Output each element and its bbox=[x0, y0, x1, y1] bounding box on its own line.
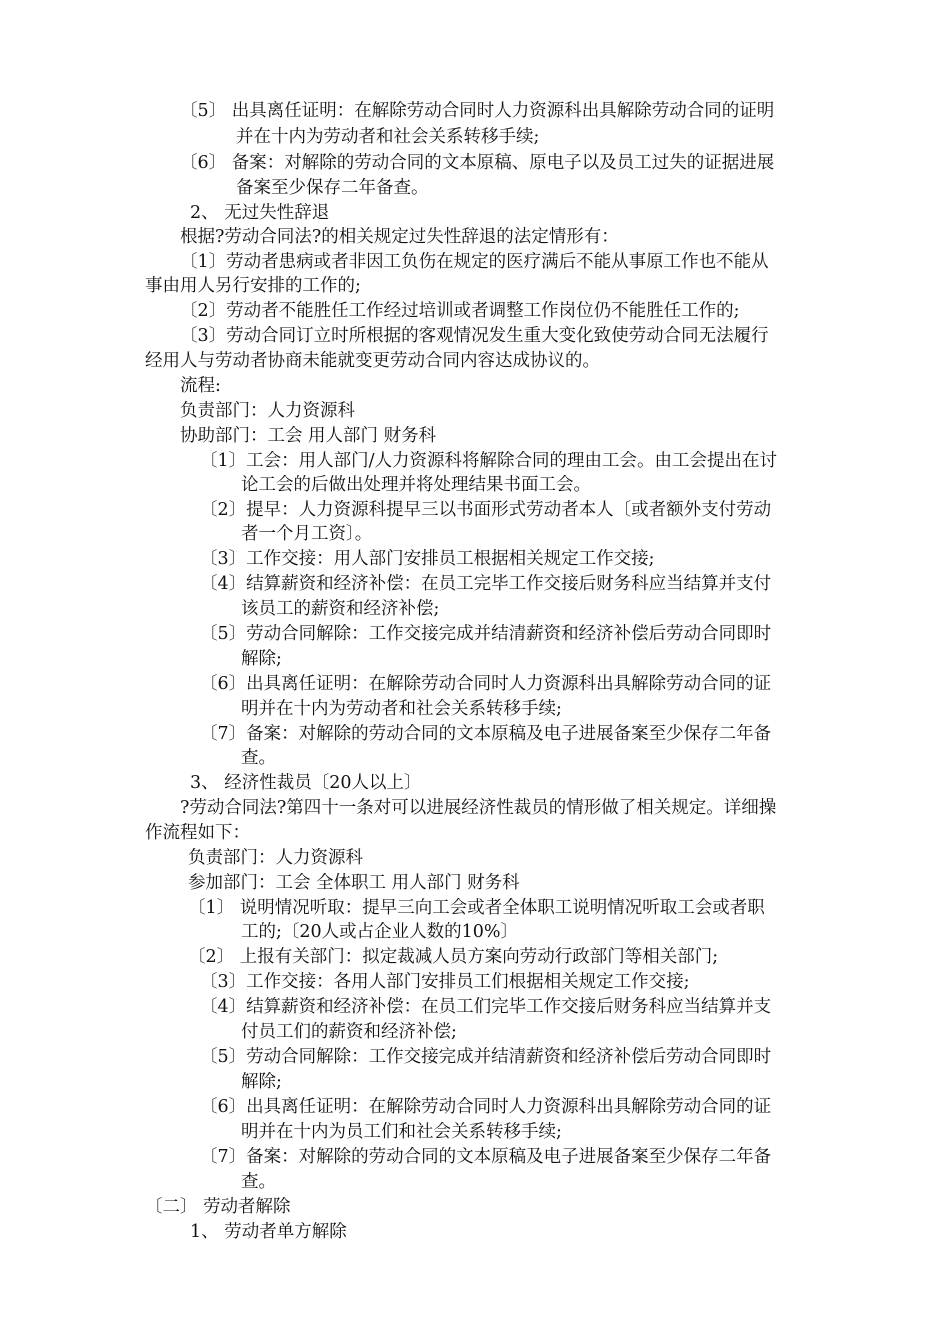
text-line: 〔7〕备案：对解除的劳动合同的文本原稿及电子进展备案至少保存二年备 bbox=[200, 724, 772, 744]
text-line: 作流程如下： bbox=[145, 823, 250, 843]
text-line: 〔2〕提早：人力资源科提早三以书面形式劳动者本人〔或者额外支付劳动 bbox=[200, 500, 772, 520]
text-line: 事由用人另行安排的工作的; bbox=[145, 276, 361, 296]
section-heading: 1、 劳动者单方解除 bbox=[190, 1222, 347, 1242]
text-line: 〔6〕出具离任证明：在解除劳动合同时人力资源科出具解除劳动合同的证 bbox=[200, 674, 772, 694]
text-line: 解除; bbox=[241, 1072, 282, 1092]
text-line: 协助部门：工会 用人部门 财务科 bbox=[180, 426, 437, 446]
text-line: 经用人与劳动者协商未能就变更劳动合同内容达成协议的。 bbox=[145, 351, 600, 371]
text-line: 并在十内为劳动者和社会关系转移手续; bbox=[236, 127, 540, 147]
section-heading: 〔二〕 劳动者解除 bbox=[145, 1197, 291, 1217]
text-line: 〔5〕劳动合同解除：工作交接完成并结清薪资和经济补偿后劳动合同即时 bbox=[200, 1047, 772, 1067]
text-line: 备案至少保存二年备查。 bbox=[236, 178, 429, 198]
text-line: 〔5〕劳动合同解除：工作交接完成并结清薪资和经济补偿后劳动合同即时 bbox=[200, 624, 772, 644]
text-line: 工的;〔20人或占企业人数的10%〕 bbox=[241, 922, 519, 942]
text-line: 〔1〕 说明情况听取：提早三向工会或者全体职工说明情况听取工会或者职 bbox=[188, 898, 765, 918]
text-line: 〔6〕出具离任证明：在解除劳动合同时人力资源科出具解除劳动合同的证 bbox=[200, 1097, 772, 1117]
text-line: 〔4〕结算薪资和经济补偿：在员工们完毕工作交接后财务科应当结算并支 bbox=[200, 997, 772, 1017]
text-line: 〔2〕劳动者不能胜任工作经过培训或者调整工作岗位仍不能胜任工作的; bbox=[180, 301, 740, 321]
text-line: 〔6〕 备案：对解除的劳动合同的文本原稿、原电子以及员工过失的证据进展 bbox=[180, 153, 775, 173]
text-line: 查。 bbox=[241, 748, 276, 768]
text-line: 负责部门：人力资源科 bbox=[180, 401, 355, 421]
section-heading: 2、 无过失性辞退 bbox=[190, 203, 330, 223]
text-line: 〔3〕工作交接：各用人部门安排员工们根据相关规定工作交接; bbox=[200, 972, 690, 992]
text-line: 参加部门：工会 全体职工 用人部门 财务科 bbox=[188, 873, 520, 893]
text-line: 〔1〕工会：用人部门/人力资源科将解除合同的理由工会。由工会提出在讨 bbox=[200, 451, 778, 471]
text-line: 〔1〕劳动者患病或者非因工负伤在规定的医疗满后不能从事原工作也不能从 bbox=[180, 252, 769, 272]
text-line: 流程: bbox=[180, 376, 221, 396]
section-heading: 3、 经济性裁员〔20人以上〕 bbox=[190, 773, 422, 793]
text-line: 〔2〕 上报有关部门：拟定裁减人员方案向劳动行政部门等相关部门; bbox=[188, 947, 719, 967]
text-line: 解除; bbox=[241, 649, 282, 669]
text-line: 〔3〕劳动合同订立时所根据的客观情况发生重大变化致使劳动合同无法履行 bbox=[180, 326, 769, 346]
text-line: 该员工的薪资和经济补偿; bbox=[241, 599, 440, 619]
text-line: 负责部门：人力资源科 bbox=[188, 848, 363, 868]
text-line: 付员工们的薪资和经济补偿; bbox=[241, 1022, 457, 1042]
text-line: ?劳动合同法?第四十一条对可以进展经济性裁员的情形做了相关规定。详细操 bbox=[180, 798, 777, 818]
text-line: 明并在十内为员工们和社会关系转移手续; bbox=[241, 1122, 562, 1142]
text-line: 〔3〕工作交接：用人部门安排员工根据相关规定工作交接; bbox=[200, 549, 655, 569]
text-line: 〔5〕 出具离任证明：在解除劳动合同时人力资源科出具解除劳动合同的证明 bbox=[180, 101, 775, 121]
text-line: 根据?劳动合同法?的相关规定过失性辞退的法定情形有： bbox=[180, 227, 619, 247]
text-line: 查。 bbox=[241, 1172, 276, 1192]
text-line: 〔4〕结算薪资和经济补偿：在员工完毕工作交接后财务科应当结算并支付 bbox=[200, 574, 772, 594]
text-line: 〔7〕备案：对解除的劳动合同的文本原稿及电子进展备案至少保存二年备 bbox=[200, 1147, 772, 1167]
text-line: 者一个月工资〕。 bbox=[241, 524, 373, 544]
text-line: 明并在十内为劳动者和社会关系转移手续; bbox=[241, 699, 562, 719]
text-line: 论工会的后做出处理并将处理结果书面工会。 bbox=[241, 475, 591, 495]
